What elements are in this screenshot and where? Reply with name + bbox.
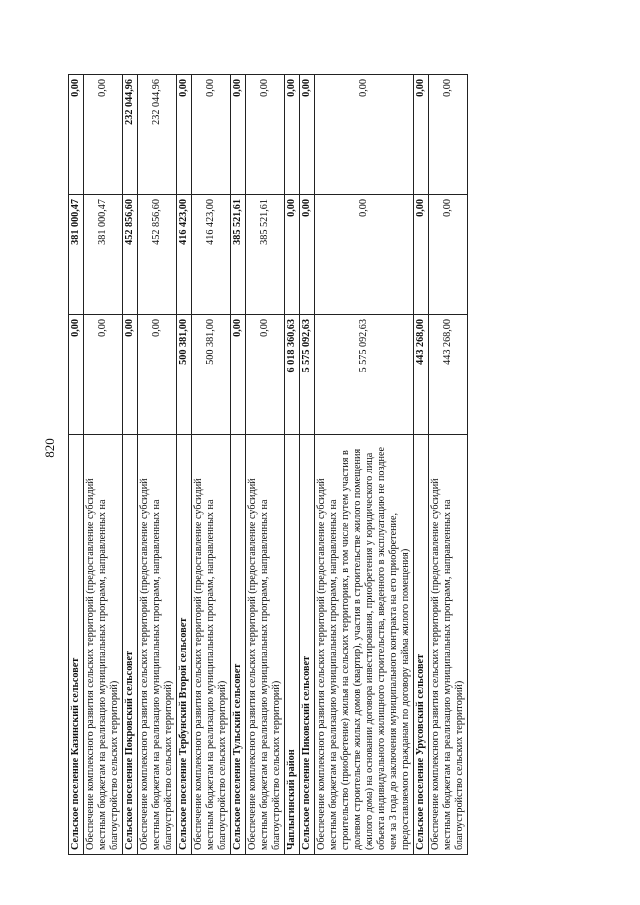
value-col-1: 5 575 092,63	[300, 315, 315, 435]
value-col-2: 452 856,60	[123, 195, 138, 315]
rotated-table-frame	[68, 75, 618, 855]
value-col-2: 0,00	[315, 195, 414, 315]
row-name: Сельское поселение Урусовский сельсовет	[414, 435, 429, 855]
table-container	[68, 75, 618, 855]
value-col-1: 0,00	[246, 315, 285, 435]
value-col-3: 0,00	[414, 75, 429, 195]
row-name: Обеспечение комплексного развития сельских территорий (предоставление субсидий местным бюджетам на реализацию муниципальных программ, направленных на благоустройство сельских территорий)	[84, 435, 123, 855]
value-col-1: 443 268,00	[429, 315, 468, 435]
value-col-1: 500 381,00	[177, 315, 192, 435]
value-col-3: 0,00	[315, 75, 414, 195]
value-col-3: 232 044,96	[123, 75, 138, 195]
table-row	[414, 75, 429, 855]
table-row	[315, 75, 414, 855]
value-col-3: 0,00	[69, 75, 84, 195]
row-name: Обеспечение комплексного развития сельских территорий (предоставление субсидий местным бюджетам на реализацию муниципальных программ, направленных на строительство (приобретение) жилья на сельских территориях, в том числе путем участия в долевом строительстве жилых домов (квартир), участия в строительстве жилого помещения (жилого дома) на основании договора инвестирования, приобретения у юридического лица объекта индивидуального жилищного строительства, введенного в эксплуатацию не позднее чем за 3 года до заключения муниципального контракта на его приобретение, предоставляемого гражданам по договору найма жилого помещения)	[315, 435, 414, 855]
value-col-1: 5 575 092,63	[315, 315, 414, 435]
row-name: Сельское поселение Тульский сельсовет	[231, 435, 246, 855]
row-name: Сельское поселение Покровский сельсовет	[123, 435, 138, 855]
table-row	[123, 75, 138, 855]
value-col-2: 385 521,61	[246, 195, 285, 315]
table-row	[285, 75, 300, 855]
row-name: Обеспечение комплексного развития сельских территорий (предоставление субсидий местным бюджетам на реализацию муниципальных программ, направленных на благоустройство сельских территорий)	[246, 435, 285, 855]
row-name: Обеспечение комплексного развития сельских территорий (предоставление субсидий местным бюджетам на реализацию муниципальных программ, направленных на благоустройство сельских территорий)	[192, 435, 231, 855]
value-col-2: 381 000,47	[69, 195, 84, 315]
value-col-2: 0,00	[414, 195, 429, 315]
table-row	[69, 75, 84, 855]
row-name: Сельское поселение Пиковский сельсовет	[300, 435, 315, 855]
value-col-3: 0,00	[84, 75, 123, 195]
page-number: 820	[42, 438, 57, 458]
row-name: Сельское поселение Казинский сельсовет	[69, 435, 84, 855]
value-col-3: 0,00	[300, 75, 315, 195]
value-col-2: 385 521,61	[231, 195, 246, 315]
value-col-3: 0,00	[285, 75, 300, 195]
row-name: Сельское поселение Тербунский Второй сельсовет	[177, 435, 192, 855]
value-col-1: 0,00	[123, 315, 138, 435]
value-col-3: 232 044,96	[138, 75, 177, 195]
value-col-1: 443 268,00	[414, 315, 429, 435]
value-col-3: 0,00	[246, 75, 285, 195]
value-col-2: 416 423,00	[192, 195, 231, 315]
value-col-1: 0,00	[231, 315, 246, 435]
value-col-3: 0,00	[177, 75, 192, 195]
budget-table	[68, 74, 468, 855]
value-col-2: 416 423,00	[177, 195, 192, 315]
table-row	[300, 75, 315, 855]
value-col-2: 381 000,47	[84, 195, 123, 315]
value-col-3: 0,00	[192, 75, 231, 195]
value-col-1: 0,00	[138, 315, 177, 435]
row-name: Обеспечение комплексного развития сельских территорий (предоставление субсидий местным бюджетам на реализацию муниципальных программ, направленных на благоустройство сельских территорий)	[138, 435, 177, 855]
row-name: Обеспечение комплексного развития сельских территорий (предоставление субсидий местным бюджетам на реализацию муниципальных программ, направленных на благоустройство сельских территорий)	[429, 435, 468, 855]
table-row	[246, 75, 285, 855]
value-col-3: 0,00	[231, 75, 246, 195]
value-col-1: 0,00	[69, 315, 84, 435]
value-col-3: 0,00	[429, 75, 468, 195]
row-name: Чаплыгинский район	[285, 435, 300, 855]
value-col-2: 0,00	[429, 195, 468, 315]
table-row	[192, 75, 231, 855]
value-col-1: 0,00	[84, 315, 123, 435]
table-row	[231, 75, 246, 855]
table-row	[429, 75, 468, 855]
value-col-2: 0,00	[285, 195, 300, 315]
table-row	[84, 75, 123, 855]
value-col-1: 500 381,00	[192, 315, 231, 435]
table-row	[177, 75, 192, 855]
value-col-2: 452 856,60	[138, 195, 177, 315]
table-row	[138, 75, 177, 855]
value-col-2: 0,00	[300, 195, 315, 315]
value-col-1: 6 018 360,63	[285, 315, 300, 435]
